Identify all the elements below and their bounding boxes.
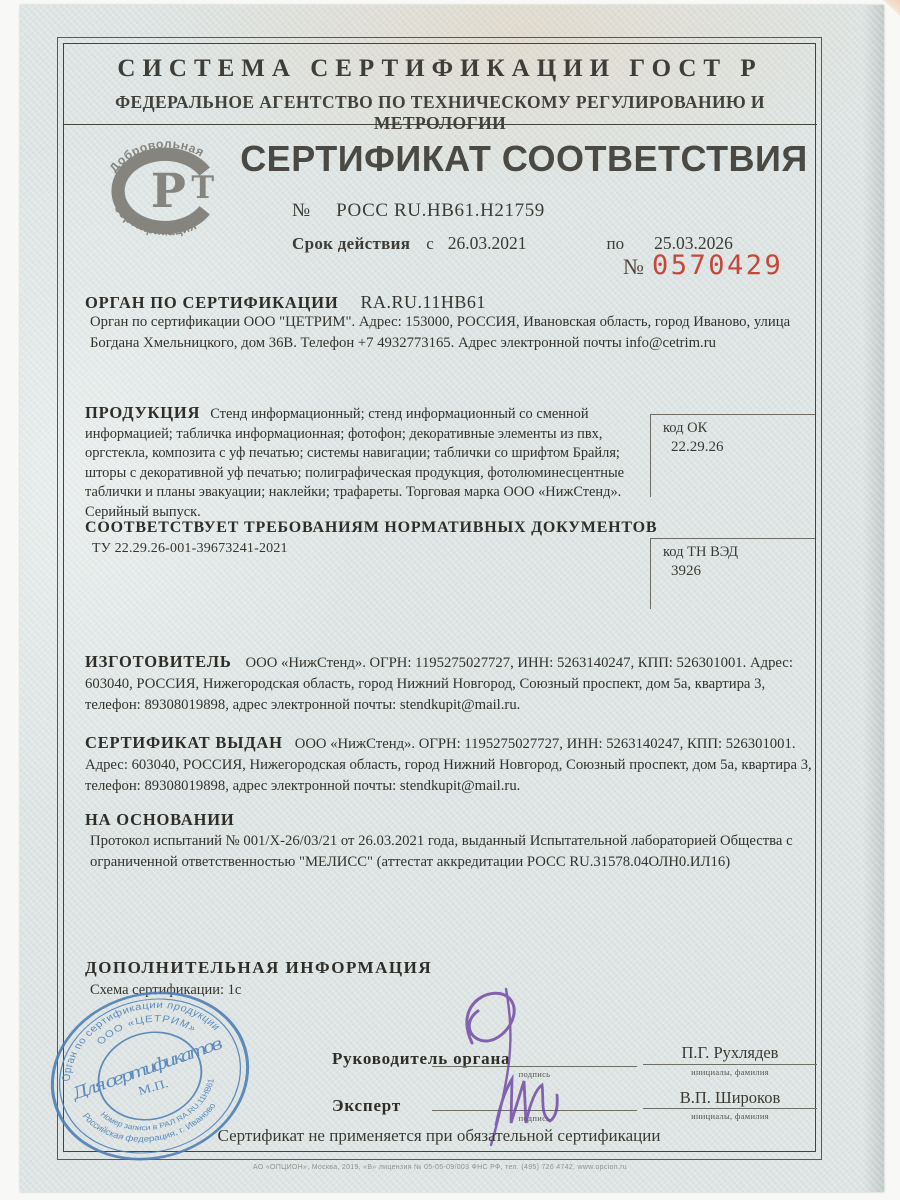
product-text: Стенд информационный; стенд информационный со сменной информацией; табличка информационная; фотофон; декоративные элементы из пвх, оргстекла, композита с уф печатью; системы навигации; таблички со шрифтом Брайля; шторы с декоративной уф печатью; полиграфическая продукция, фотолюминесцентные таблички и планы эвакуации; наклейки; трафареты. Торговая марка ООО «НижСтенд». Серийный выпуск. [85, 406, 625, 520]
logo-letter-t: Т [191, 170, 215, 207]
stamp-center-script: Для сертификатов [69, 1033, 226, 1104]
stamp-text-inner-top: ООО «ЦЕТРИМ» [95, 1014, 199, 1047]
form-no-sign: № [623, 254, 644, 279]
system-heading: СИСТЕМА СЕРТИФИКАЦИИ ГОСТ Р [117, 55, 763, 82]
stamp-text-inner-bottom: Номер записи в РАЛ RA.RU.11НВ61 [98, 1078, 217, 1133]
additional-text: Схема сертификации: 1с [90, 982, 242, 998]
from-preposition: с [426, 234, 434, 253]
code-tn-box [650, 538, 815, 609]
printing-house-info: АО «ОПЦИОН», Москва, 2019, «В» лицензия № 05-05-09/003 ФНС РФ, тел. (495) 726 4742, www.opcion.ru [253, 1164, 627, 1171]
code-tn-value: 3926 [671, 563, 701, 579]
form-number-row [623, 250, 783, 281]
issued-label: СЕРТИФИКАТ ВЫДАН [85, 733, 283, 752]
logo-text-bottom: сертификация [111, 201, 199, 239]
compliance-text: ТУ 22.29.26-001-39673241-2021 [92, 541, 288, 556]
manufacturer-text: ООО «НижСтенд». ОГРН: 1195275027727, ИНН: 5263140247, КПП: 526301001. Адрес: 603040, РОССИЯ, Нижегородская область, город Нижний Новгород, Союзный проспект, дом 5а, квартира 3, телефон: 89308019898, адрес электронной почты: stendkupit@mail.ru. [85, 655, 793, 713]
manufacturer-label: ИЗГОТОВИТЕЛЬ [85, 652, 232, 671]
stamp-text-outer-top: Орган по сертификации продукции [61, 1000, 223, 1082]
head-of-body-label: Руководитель органа [332, 1049, 511, 1068]
org-label: ОРГАН ПО СЕРТИФИКАЦИИ [85, 293, 339, 312]
stamp-mp: М.П. [136, 1076, 170, 1098]
rst-logo-graphic [96, 138, 238, 250]
manufacturer-paragraph [85, 651, 822, 716]
code-ok-label: код ОК [663, 420, 708, 436]
org-code: RA.RU.11НВ61 [360, 292, 486, 312]
code-ok-value: 22.29.26 [671, 439, 724, 455]
stamp-text-outer-bottom: Российская федерация, г. Иваново [80, 1101, 218, 1144]
form-number: 0570429 [652, 250, 784, 281]
logo-letter-p: Р [150, 164, 186, 220]
basis-text: Протокол испытаний № 001/Х-26/03/21 от 26.03.2021 года, выданный Испытательной лабораторией Общества с ограниченной ответственностью "МЕЛИСС" (аттестат аккредитации РОСС RU.31578.04ОЛН0.ИЛ16) [90, 833, 793, 870]
code-tn-label: код ТН ВЭД [663, 544, 739, 560]
head-name-caption: инициалы, фамилия [691, 1067, 769, 1077]
certificate-number-row [292, 200, 545, 222]
expert-label: Эксперт [332, 1096, 401, 1115]
issued-paragraph [85, 732, 825, 797]
head-name: П.Г. Рухлядев [681, 1043, 779, 1062]
rst-logo [96, 138, 238, 250]
expert-name-caption: инициалы, фамилия [691, 1111, 769, 1121]
to-preposition: по [606, 234, 625, 253]
certification-body-row [85, 292, 486, 313]
expert-sign-caption: подпись [518, 1113, 551, 1123]
head-name-line [643, 1064, 817, 1065]
date-from: 26.03.2021 [447, 233, 527, 253]
compliance-label: СООТВЕТСТВУЕТ ТРЕБОВАНИЯМ НОРМАТИВНЫХ ДОКУМЕНТОВ [85, 519, 658, 536]
product-paragraph [85, 403, 651, 522]
additional-label: ДОПОЛНИТЕЛЬНАЯ ИНФОРМАЦИЯ [85, 958, 433, 977]
org-details: Орган по сертификации ООО "ЦЕТРИМ". Адрес: 153000, РОССИЯ, Ивановская область, город Иваново, улица Богдана Хмельницкого, дом 36В. Телефон +7 4932773165. Адрес электронной почты info@cetrim.ru [90, 314, 791, 351]
agency-heading: ФЕДЕРАЛЬНОЕ АГЕНТСТВО ПО ТЕХНИЧЕСКОМУ РЕГУЛИРОВАНИЮ И МЕТРОЛОГИИ [115, 92, 765, 133]
head-signature-line [432, 1066, 637, 1067]
issued-text: ООО «НижСтенд». ОГРН: 1195275027727, ИНН: 5263140247, КПП: 526301001. Адрес: 603040, РОССИЯ, Нижегородская область, город Нижний Новгород, Союзный проспект, дом 5а, квартира 3, телефон: 89308019898, адрес электронной почты: stendkupit@mail.ru. [85, 736, 812, 794]
no-sign: № [292, 200, 311, 221]
basis-label: НА ОСНОВАНИИ [85, 810, 235, 829]
expert-signature-line [432, 1110, 637, 1111]
certificate-title: СЕРТИФИКАТ СООТВЕТСТВИЯ [240, 138, 808, 179]
date-to: 25.03.2026 [654, 233, 733, 253]
expert-name-line [643, 1108, 817, 1109]
product-label: ПРОДУКЦИЯ [85, 403, 201, 422]
disclaimer: Сертификат не применяется при обязательной сертификации [217, 1126, 661, 1145]
expert-name: В.П. Широков [679, 1088, 781, 1107]
code-ok-box [650, 414, 815, 497]
certificate-number: РОСС RU.НВ61.Н21759 [336, 200, 545, 221]
logo-text-top: Добровольная [106, 136, 207, 176]
validity-label: Срок действия [292, 234, 411, 253]
head-sign-caption: подпись [518, 1069, 551, 1079]
